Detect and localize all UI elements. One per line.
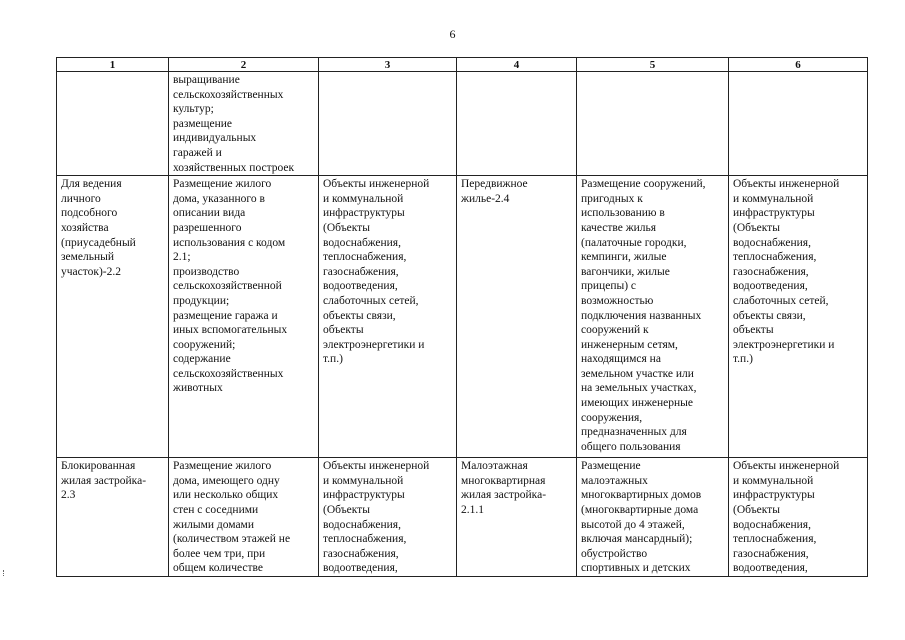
column-header-1: 1 xyxy=(57,58,169,72)
cell-text-line: вагончики, жилые xyxy=(581,265,670,278)
cell-text-line: объекты связи, xyxy=(323,309,396,322)
table-cell xyxy=(57,72,169,176)
cell-text-line: жилая застройка- xyxy=(461,489,547,502)
cell-text-line: жилье-2.4 xyxy=(461,192,510,205)
cell-text-line: (количеством этажей не xyxy=(173,533,291,546)
cell-text-line: иных вспомогательных xyxy=(173,324,288,337)
cell-text-line: культур; xyxy=(173,103,214,116)
table-cell xyxy=(577,72,729,176)
cell-text-line: находящимся на xyxy=(581,353,661,366)
cell-text-line: предназначенных для xyxy=(581,426,687,439)
page-number: 6 xyxy=(449,27,456,41)
cell-text-line: возможностью xyxy=(581,294,654,307)
cell-text-line: сельскохозяйственных xyxy=(173,367,284,380)
cell-text-line: гаражей и xyxy=(173,146,222,159)
cell-text-line: (Объекты xyxy=(733,503,780,516)
table-row xyxy=(57,458,868,577)
cell-text-line: водоснабжения, xyxy=(323,236,401,249)
table-cell xyxy=(169,176,319,458)
cell-text-line: дома, указанного в xyxy=(173,192,265,205)
cell-text-line: на земельных участках, xyxy=(581,382,697,395)
table-cell xyxy=(729,458,868,577)
cell-text-line: спортивных и детских xyxy=(581,562,691,575)
table-cell xyxy=(319,176,457,458)
cell-text-line: (Объекты xyxy=(733,221,780,234)
cell-text-line: или несколько общих xyxy=(173,489,279,502)
cell-text-line: земельном участке или xyxy=(581,367,694,380)
cell-text-line: водоснабжения, xyxy=(733,518,811,531)
cell-text-line: газоснабжения, xyxy=(733,265,809,278)
cell-text-line: т.п.) xyxy=(733,353,753,366)
cell-text-line: (приусадебный xyxy=(61,236,136,249)
cell-text-line: выращивание xyxy=(173,74,240,86)
cell-text-line: водоотведения, xyxy=(323,562,398,575)
cell-text-line: кемпинги, жилые xyxy=(581,251,667,264)
cell-text-line: теплоснабжения, xyxy=(733,533,817,546)
cell-text-line: (палаточные городки, xyxy=(581,236,687,249)
table-cell xyxy=(57,176,169,458)
cell-text-line: объекты xyxy=(323,324,364,337)
cell-text-line: 2.3 xyxy=(61,489,76,502)
cell-text-line: сооружений; xyxy=(173,338,236,351)
cell-text-line: и коммунальной xyxy=(733,192,814,205)
table-cell xyxy=(729,72,868,176)
cell-text-line: и коммунальной xyxy=(323,192,404,205)
column-header-5: 5 xyxy=(577,58,729,72)
cell-text-line: более чем три, при xyxy=(173,547,266,560)
cell-text-line: Размещение сооружений, xyxy=(581,178,706,191)
column-header-2: 2 xyxy=(169,58,319,72)
cell-text-line: описании вида xyxy=(173,207,246,220)
cell-text-line: водоснабжения, xyxy=(323,518,401,531)
cell-text-line: личного xyxy=(61,192,101,205)
land-use-table xyxy=(56,57,868,577)
cell-text-line: размещение xyxy=(173,117,232,130)
table-row xyxy=(57,72,868,176)
cell-text-line: инфраструктуры xyxy=(323,207,405,220)
cell-text-line: сельскохозяйственных xyxy=(173,88,284,101)
table-header-row xyxy=(57,58,868,72)
column-header-3: 3 xyxy=(319,58,457,72)
cell-text-line: электроэнергетики и xyxy=(323,338,425,351)
cell-text-line: индивидуальных xyxy=(173,132,257,145)
cell-text-line: теплоснабжения, xyxy=(323,251,407,264)
cell-text-line: сооружений к xyxy=(581,324,649,337)
cell-text-line: высотой до 4 этажей, xyxy=(581,518,685,531)
cell-text-line: Для ведения xyxy=(61,178,122,191)
table-cell xyxy=(577,458,729,577)
cell-text-line: объекты связи, xyxy=(733,309,806,322)
cell-text-line: (многоквартирные дома xyxy=(581,503,699,516)
cell-text-line: Малоэтажная xyxy=(461,460,528,473)
cell-text-line: Размещение жилого xyxy=(173,460,272,473)
cell-text-line: Передвижное xyxy=(461,178,528,191)
cell-text-line: водоотведения, xyxy=(733,280,808,293)
cell-text-line: обустройство xyxy=(581,547,648,560)
table-cell xyxy=(57,458,169,577)
cell-text-line: газоснабжения, xyxy=(323,547,399,560)
cell-text-line: жилыми домами xyxy=(173,518,254,531)
cell-text-line: качестве жилья xyxy=(581,221,657,234)
cell-text-line: Объекты инженерной xyxy=(733,178,840,191)
table-cell xyxy=(457,176,577,458)
cell-text-line: хозяйственных построек xyxy=(173,161,295,174)
cell-text-line: газоснабжения, xyxy=(733,547,809,560)
cell-text-line: и коммунальной xyxy=(733,474,814,487)
table-cell xyxy=(729,176,868,458)
column-header-6: 6 xyxy=(729,58,868,72)
cell-text-line: Объекты инженерной xyxy=(323,178,430,191)
cell-text-line: (Объекты xyxy=(323,503,370,516)
table-row xyxy=(57,176,868,458)
cell-text-line: пригодных к xyxy=(581,192,643,205)
cell-text-line: разрешенного xyxy=(173,221,242,234)
cell-text-line: хозяйства xyxy=(61,221,109,234)
table-cell xyxy=(457,72,577,176)
cell-text-line: и коммунальной xyxy=(323,474,404,487)
cell-text-line: слаботочных сетей, xyxy=(323,294,419,307)
cell-text-line: производство xyxy=(173,265,240,278)
cell-text-line: дома, имеющего одну xyxy=(173,474,280,487)
cell-text-line: включая мансардный); xyxy=(581,533,693,546)
cell-text-line: 2.1.1 xyxy=(461,503,484,516)
cell-text-line: (Объекты xyxy=(323,221,370,234)
column-header-4: 4 xyxy=(457,58,577,72)
cell-text-line: инженерным сетям, xyxy=(581,338,678,351)
cell-text-line: использованию в xyxy=(581,207,665,220)
cell-text-line: объекты xyxy=(733,324,774,337)
cell-text-line: использования с кодом xyxy=(173,236,286,249)
cell-text-line: инфраструктуры xyxy=(323,489,405,502)
cell-text-line: имеющих инженерные xyxy=(581,397,693,410)
cell-text-line: водоотведения, xyxy=(323,280,398,293)
cell-text-line: общего пользования xyxy=(581,440,681,453)
cell-text-line: инфраструктуры xyxy=(733,489,815,502)
table-cell xyxy=(457,458,577,577)
cell-text-line: водоотведения, xyxy=(733,562,808,575)
cell-text-line: содержание xyxy=(173,353,231,366)
cell-text-line: Размещение жилого xyxy=(173,178,272,191)
cell-text-line: жилая застройка- xyxy=(61,474,147,487)
cell-text-line: малоэтажных xyxy=(581,474,648,487)
cell-text-line: Объекты инженерной xyxy=(733,460,840,473)
scan-margin-mark xyxy=(3,570,7,576)
cell-text-line: прицепы) с xyxy=(581,280,637,293)
cell-text-line: Блокированная xyxy=(61,460,136,473)
cell-text-line: теплоснабжения, xyxy=(733,251,817,264)
cell-text-line: земельный xyxy=(61,251,115,264)
table-cell xyxy=(319,458,457,577)
cell-text-line: слаботочных сетей, xyxy=(733,294,829,307)
cell-text-line: общем количестве xyxy=(173,562,263,575)
cell-text-line: теплоснабжения, xyxy=(323,533,407,546)
cell-text-line: газоснабжения, xyxy=(323,265,399,278)
cell-text-line: сооружения, xyxy=(581,411,643,424)
cell-text-line: размещение гаража и xyxy=(173,309,278,322)
cell-text-line: продукции; xyxy=(173,294,230,307)
table-cell xyxy=(319,72,457,176)
cell-text-line: сельскохозяйственной xyxy=(173,280,282,293)
cell-text-line: подсобного xyxy=(61,207,118,220)
table-cell xyxy=(169,72,319,176)
cell-text-line: животных xyxy=(173,382,223,395)
cell-text-line: подключения названных xyxy=(581,309,702,322)
cell-text-line: многоквартирных домов xyxy=(581,489,702,502)
cell-text-line: 2.1; xyxy=(173,251,191,264)
cell-text-line: многоквартирная xyxy=(461,474,546,487)
cell-text-line: т.п.) xyxy=(323,353,343,366)
cell-text-line: электроэнергетики и xyxy=(733,338,835,351)
cell-text-line: Объекты инженерной xyxy=(323,460,430,473)
table-cell xyxy=(577,176,729,458)
cell-text-line: инфраструктуры xyxy=(733,207,815,220)
cell-text-line: стен с соседними xyxy=(173,503,259,516)
cell-text-line: Размещение xyxy=(581,460,641,473)
cell-text-line: водоснабжения, xyxy=(733,236,811,249)
table-cell xyxy=(169,458,319,577)
cell-text-line: участок)-2.2 xyxy=(61,265,121,278)
